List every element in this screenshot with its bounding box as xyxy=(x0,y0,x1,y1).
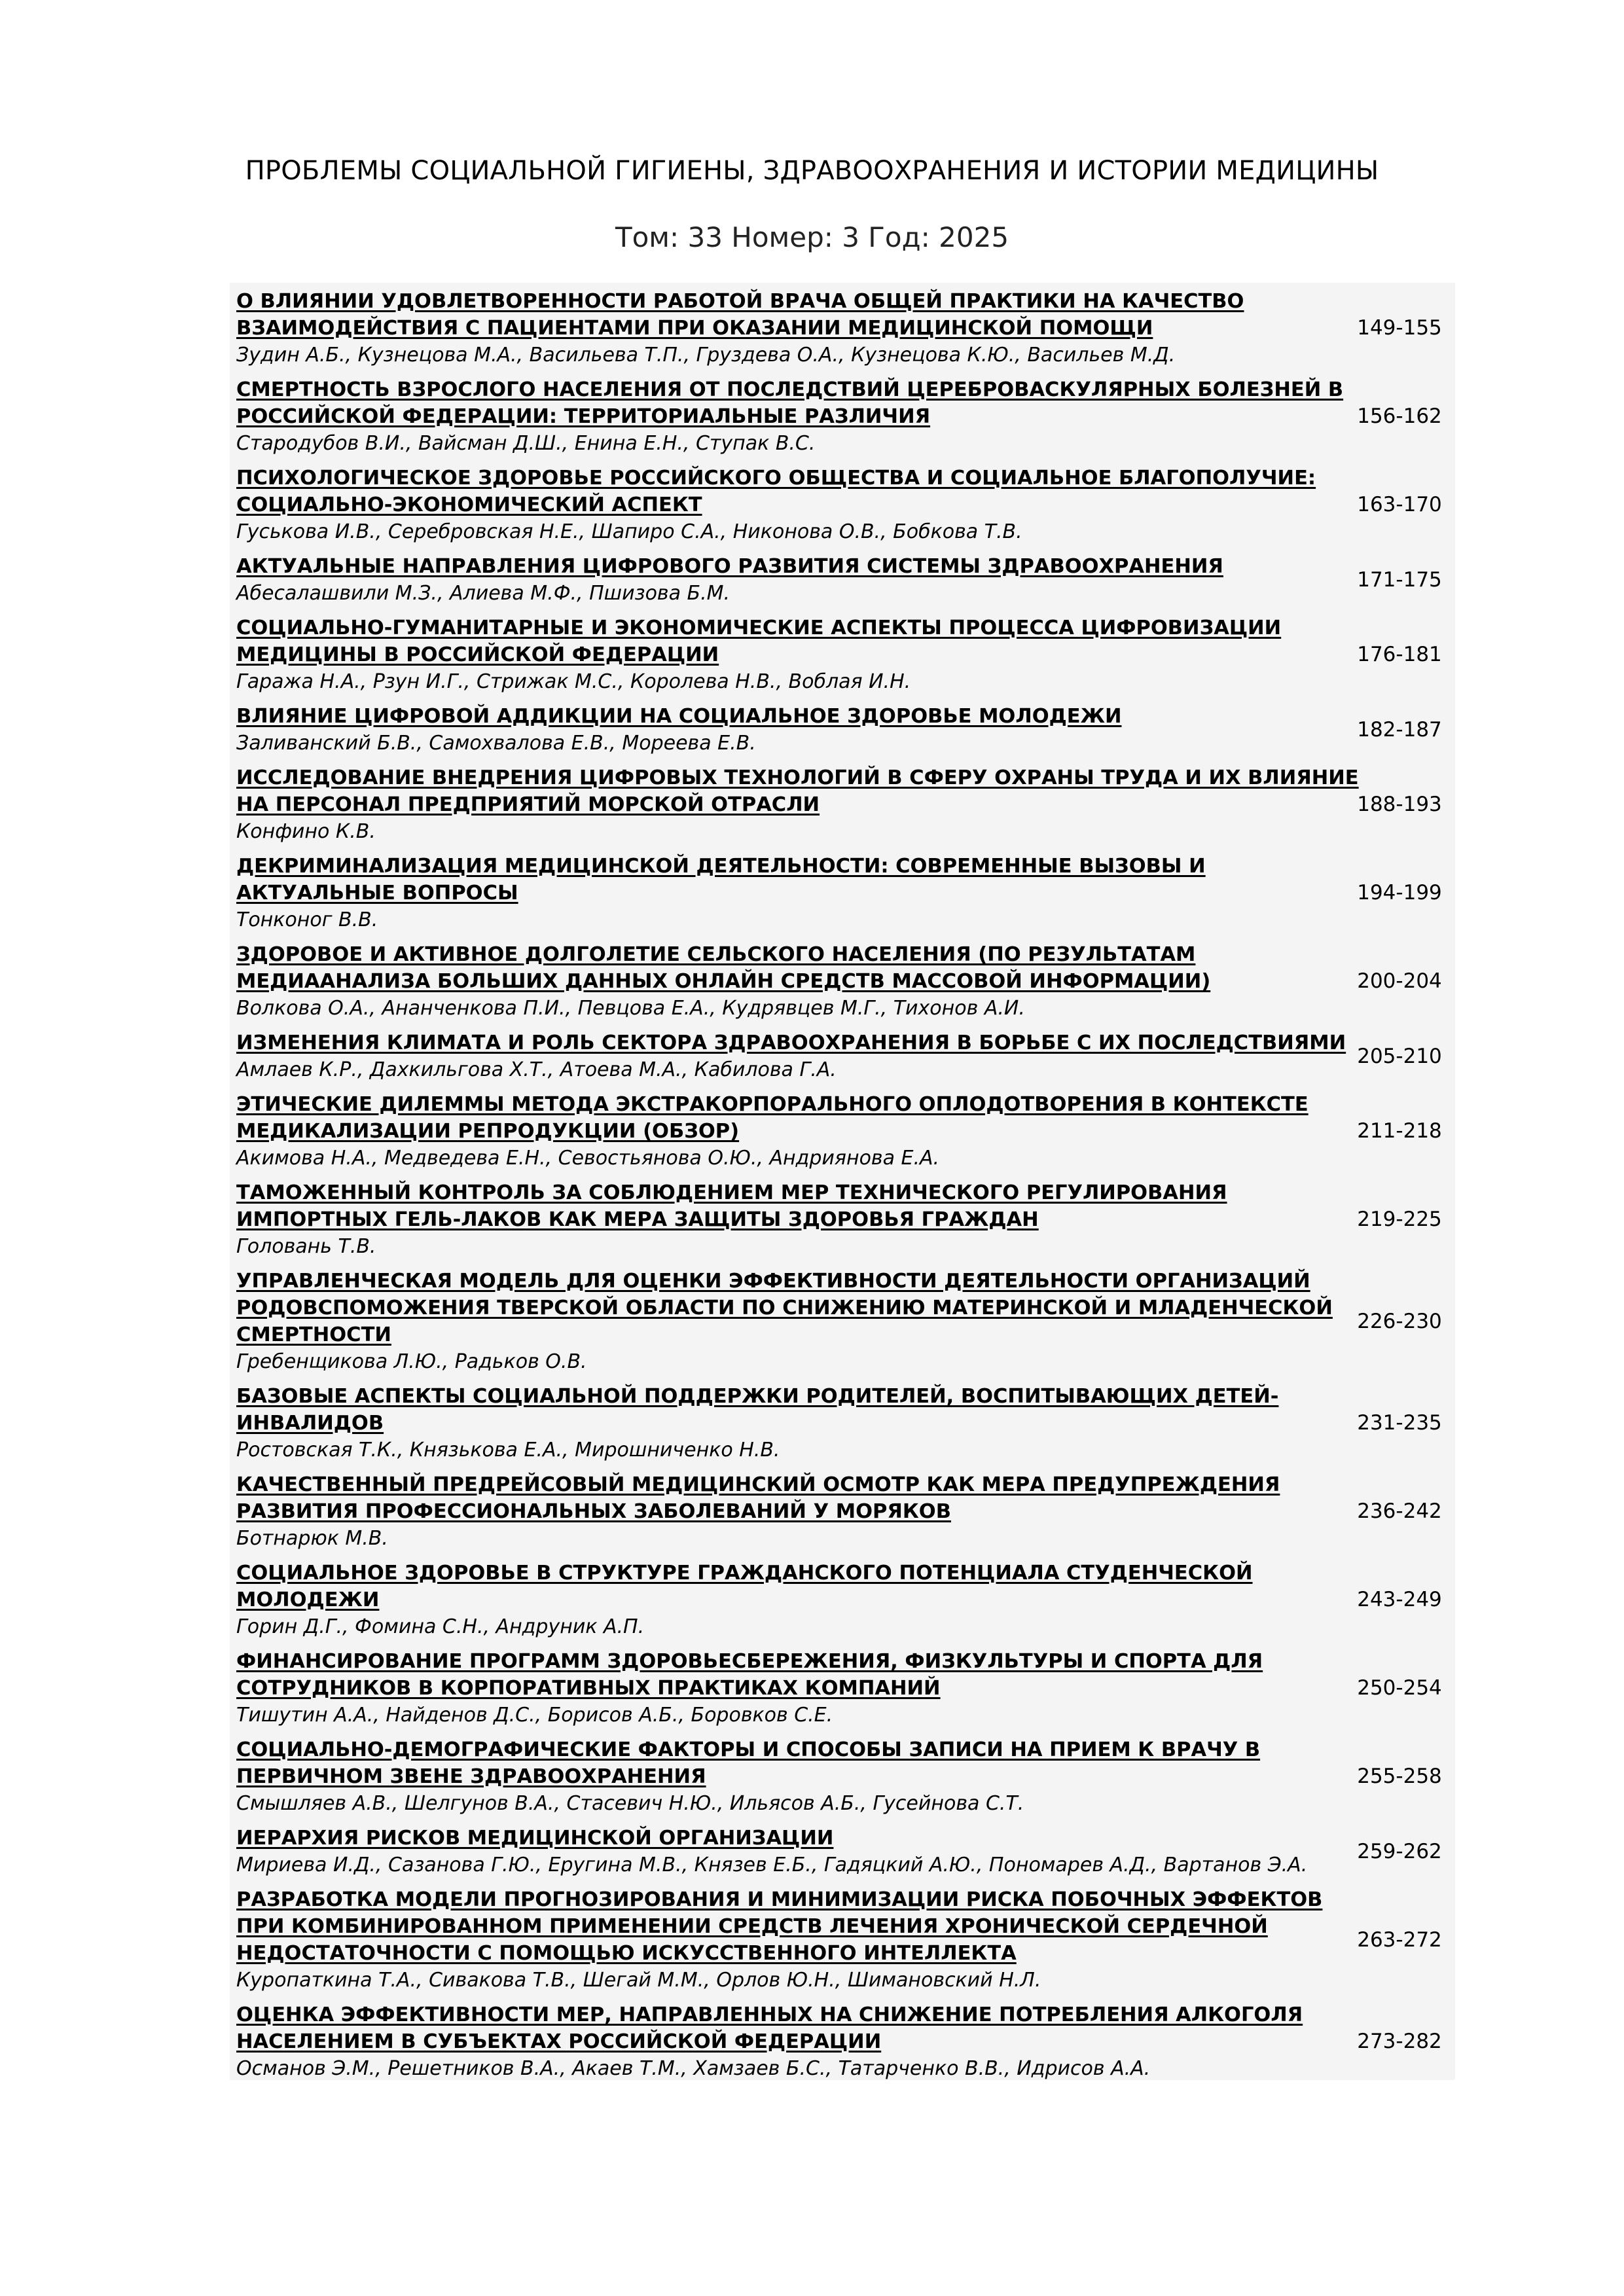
article-authors: Мириева И.Д., Сазанова Г.Ю., Еругина М.В., Князев Е.Б., Гадяцкий А.Ю., Пономарев А.Д., Вартанов Э.А. xyxy=(236,1854,1308,1876)
article-pages: 211-218 xyxy=(1357,1119,1442,1143)
toc-row xyxy=(230,1268,1455,1375)
toc-row xyxy=(230,1560,1455,1640)
article-title-link[interactable]: ВЗАИМОДЕЙСТВИЯ С ПАЦИЕНТАМИ ПРИ ОКАЗАНИИ МЕДИЦИНСКОЙ ПОМОЩИ xyxy=(236,317,1153,340)
article-title-link[interactable]: ПРИ КОМБИНИРОВАННОМ ПРИМЕНЕНИИ СРЕДСТВ ЛЕЧЕНИЯ ХРОНИЧЕСКОЙ СЕРДЕЧНОЙ xyxy=(236,1915,1268,1938)
article-title-link[interactable]: КАЧЕСТВЕННЫЙ ПРЕДРЕЙСОВЫЙ МЕДИЦИНСКИЙ ОСМОТР КАК МЕРА ПРЕДУПРЕЖДЕНИЯ xyxy=(236,1473,1280,1496)
article-entry xyxy=(236,764,1359,845)
article-entry xyxy=(236,941,1343,1022)
article-title-link[interactable]: ДЕКРИМИНАЛИЗАЦИЯ МЕДИЦИНСКОЙ ДЕЯТЕЛЬНОСТИ: СОВРЕМЕННЫЕ ВЫЗОВЫ И xyxy=(236,855,1206,878)
toc-row xyxy=(230,553,1455,607)
article-title-link[interactable]: УПРАВЛЕНЧЕСКАЯ МОДЕЛЬ ДЛЯ ОЦЕНКИ ЭФФЕКТИВНОСТИ ДЕЯТЕЛЬНОСТИ ОРГАНИЗАЦИЙ xyxy=(236,1270,1310,1293)
article-title-link[interactable]: ЗДОРОВОЕ И АКТИВНОЕ ДОЛГОЛЕТИЕ СЕЛЬСКОГО НАСЕЛЕНИЯ (ПО РЕЗУЛЬТАТАМ xyxy=(236,943,1196,966)
article-title-link[interactable]: О ВЛИЯНИИ УДОВЛЕТВОРЕННОСТИ РАБОТОЙ ВРАЧА ОБЩЕЙ ПРАКТИКИ НА КАЧЕСТВО xyxy=(236,290,1244,313)
article-authors: Ростовская Т.К., Князькова Е.А., Мирошниченко Н.В. xyxy=(236,1439,780,1462)
article-pages: 231-235 xyxy=(1357,1411,1442,1435)
toc-row xyxy=(230,1648,1455,1729)
article-entry xyxy=(236,288,1343,368)
article-title-link[interactable]: ИЕРАРХИЯ РИСКОВ МЕДИЦИНСКОЙ ОРГАНИЗАЦИИ xyxy=(236,1827,834,1850)
article-pages: 273-282 xyxy=(1357,2030,1442,2053)
article-entry xyxy=(236,553,1343,607)
article-pages: 250-254 xyxy=(1357,1676,1442,1700)
article-title-link[interactable]: БАЗОВЫЕ АСПЕКТЫ СОЦИАЛЬНОЙ ПОДДЕРЖКИ РОДИТЕЛЕЙ, ВОСПИТЫВАЮЩИХ ДЕТЕЙ- xyxy=(236,1385,1279,1408)
article-pages: 176-181 xyxy=(1357,643,1442,666)
article-entry xyxy=(236,1268,1343,1375)
article-title-link[interactable]: МЕДИКАЛИЗАЦИИ РЕПРОДУКЦИИ (ОБЗОР) xyxy=(236,1120,740,1143)
article-authors: Абесалашвили М.З., Алиева М.Ф., Пшизова Б.М. xyxy=(236,582,731,605)
article-title-link[interactable]: РАЗВИТИЯ ПРОФЕССИОНАЛЬНЫХ ЗАБОЛЕВАНИЙ У МОРЯКОВ xyxy=(236,1500,951,1523)
article-title-link[interactable]: СОЦИАЛЬНОЕ ЗДОРОВЬЕ В СТРУКТУРЕ ГРАЖДАНСКОГО ПОТЕНЦИАЛА СТУДЕНЧЕСКОЙ xyxy=(236,1562,1253,1585)
article-title-link[interactable]: РАЗРАБОТКА МОДЕЛИ ПРОГНОЗИРОВАНИЯ И МИНИМИЗАЦИИ РИСКА ПОБОЧНЫХ ЭФФЕКТОВ xyxy=(236,1888,1323,1911)
article-title-link[interactable]: НАСЕЛЕНИЕМ В СУБЪЕКТАХ РОССИЙСКОЙ ФЕДЕРАЦИИ xyxy=(236,2030,882,2053)
article-authors: Гаража Н.А., Рзун И.Г., Стрижак М.С., Королева Н.В., Воблая И.Н. xyxy=(236,670,911,693)
article-entry xyxy=(236,1471,1343,1552)
article-authors: Горин Д.Г., Фомина С.Н., Андруник А.П. xyxy=(236,1615,645,1638)
article-pages: 259-262 xyxy=(1357,1839,1442,1863)
article-title-link[interactable]: СОТРУДНИКОВ В КОРПОРАТИВНЫХ ПРАКТИКАХ КОМПАНИЙ xyxy=(236,1677,941,1700)
article-authors: Гуськова И.В., Серебровская Н.Е., Шапиро С.А., Никонова О.В., Бобкова Т.В. xyxy=(236,520,1022,543)
article-title-link[interactable]: СМЕРТНОСТЬ ВЗРОСЛОГО НАСЕЛЕНИЯ ОТ ПОСЛЕДСТВИЙ ЦЕРЕБРОВАСКУЛЯРНЫХ БОЛЕЗНЕЙ В xyxy=(236,378,1344,401)
article-entry xyxy=(236,1383,1343,1463)
toc-row xyxy=(230,2001,1455,2082)
article-authors: Зудин А.Б., Кузнецова М.А., Васильева Т.П., Груздева О.А., Кузнецова К.Ю., Васильев М.Д. xyxy=(236,344,1176,367)
article-title-link[interactable]: ТАМОЖЕННЫЙ КОНТРОЛЬ ЗА СОБЛЮДЕНИЕМ МЕР ТЕХНИЧЕСКОГО РЕГУЛИРОВАНИЯ xyxy=(236,1181,1227,1204)
article-authors: Акимова Н.А., Медведева Е.Н., Севостьянова О.Ю., Андриянова Е.А. xyxy=(236,1147,940,1170)
toc-row xyxy=(230,1471,1455,1552)
toc-row xyxy=(230,288,1455,368)
article-title-link[interactable]: ЭТИЧЕСКИЕ ДИЛЕММЫ МЕТОДА ЭКСТРАКОРПОРАЛЬНОГО ОПЛОДОТВОРЕНИЯ В КОНТЕКСТЕ xyxy=(236,1093,1308,1116)
article-entry xyxy=(236,376,1343,457)
article-entry xyxy=(236,615,1343,695)
toc-row xyxy=(230,1091,1455,1172)
article-entry xyxy=(236,1091,1343,1172)
article-title-link[interactable]: МЕДИААНАЛИЗА БОЛЬШИХ ДАННЫХ ОНЛАЙН СРЕДСТВ МАССОВОЙ ИНФОРМАЦИИ) xyxy=(236,970,1211,993)
article-title-link[interactable]: АКТУАЛЬНЫЕ ВОПРОСЫ xyxy=(236,882,518,905)
article-title-link[interactable]: СОЦИАЛЬНО-ГУМАНИТАРНЫЕ И ЭКОНОМИЧЕСКИЕ АСПЕКТЫ ПРОЦЕССА ЦИФРОВИЗАЦИИ xyxy=(236,617,1282,639)
article-pages: 243-249 xyxy=(1357,1588,1442,1611)
toc-row xyxy=(230,1179,1455,1260)
toc-row xyxy=(230,615,1455,695)
toc-row xyxy=(230,1030,1455,1083)
article-title-link[interactable]: ПЕРВИЧНОМ ЗВЕНЕ ЗДРАВООХРАНЕНИЯ xyxy=(236,1765,706,1788)
article-title-link[interactable]: ФИНАНСИРОВАНИЕ ПРОГРАММ ЗДОРОВЬЕСБЕРЕЖЕНИЯ, ФИЗКУЛЬТУРЫ И СПОРТА ДЛЯ xyxy=(236,1650,1263,1673)
article-entry xyxy=(236,465,1343,545)
article-title-link[interactable]: АКТУАЛЬНЫЕ НАПРАВЛЕНИЯ ЦИФРОВОГО РАЗВИТИЯ СИСТЕМЫ ЗДРАВООХРАНЕНИЯ xyxy=(236,555,1223,578)
toc-row xyxy=(230,1383,1455,1463)
article-authors: Заливанский Б.В., Самохвалова Е.В., Мореева Е.В. xyxy=(236,732,756,755)
article-pages: 255-258 xyxy=(1357,1765,1442,1788)
article-authors: Амлаев К.Р., Дахкильгова Х.Т., Атоева М.А., Кабилова Г.А. xyxy=(236,1058,837,1081)
issue-info: Том: 33 Номер: 3 Год: 2025 xyxy=(615,221,1009,253)
article-pages: 194-199 xyxy=(1357,881,1442,905)
article-authors: Гребенщикова Л.Ю., Радьков О.В. xyxy=(236,1350,587,1373)
article-authors: Ботнарюк М.В. xyxy=(236,1527,388,1550)
article-authors: Тонконог В.В. xyxy=(236,908,378,931)
article-entry xyxy=(236,1825,1343,1878)
article-pages: 205-210 xyxy=(1357,1044,1442,1068)
article-entry xyxy=(236,1030,1346,1083)
article-title-link[interactable]: СМЕРТНОСТИ xyxy=(236,1323,391,1346)
toc-row xyxy=(230,376,1455,457)
article-authors: Конфино К.В. xyxy=(236,820,376,843)
article-authors: Волкова О.А., Ананченкова П.И., Певцова Е.А., Кудрявцев М.Г., Тихонов А.И. xyxy=(236,997,1025,1020)
toc-row xyxy=(230,703,1455,757)
article-authors: Смышляев А.В., Шелгунов В.А., Стасевич Н.Ю., Ильясов А.Б., Гусейнова С.Т. xyxy=(236,1792,1024,1815)
toc-row xyxy=(230,1736,1455,1817)
article-entry xyxy=(236,2001,1343,2082)
article-pages: 171-175 xyxy=(1357,567,1442,592)
article-pages: 263-272 xyxy=(1357,1928,1442,1952)
article-title-link[interactable]: СОЦИАЛЬНО-ДЕМОГРАФИЧЕСКИЕ ФАКТОРЫ И СПОСОБЫ ЗАПИСИ НА ПРИЕМ К ВРАЧУ В xyxy=(236,1738,1261,1761)
article-pages: 149-155 xyxy=(1357,316,1442,340)
article-pages: 182-187 xyxy=(1357,717,1442,742)
article-title-link[interactable]: ИССЛЕДОВАНИЕ ВНЕДРЕНИЯ ЦИФРОВЫХ ТЕХНОЛОГИЙ В СФЕРУ ОХРАНЫ ТРУДА И ИХ ВЛИЯНИЕ xyxy=(236,766,1359,789)
article-pages: 156-162 xyxy=(1357,404,1442,428)
article-title-link[interactable]: СОЦИАЛЬНО-ЭКОНОМИЧЕСКИЙ АСПЕКТ xyxy=(236,493,702,516)
toc-row xyxy=(230,941,1455,1022)
article-title-link[interactable]: МОЛОДЕЖИ xyxy=(236,1588,380,1611)
article-title-link[interactable]: ИМПОРТНЫХ ГЕЛЬ-ЛАКОВ КАК МЕРА ЗАЩИТЫ ЗДОРОВЬЯ ГРАЖДАН xyxy=(236,1208,1039,1231)
article-entry xyxy=(236,1886,1343,1994)
page-title: ПРОБЛЕМЫ СОЦИАЛЬНОЙ ГИГИЕНЫ, ЗДРАВООХРАНЕНИЯ И ИСТОРИИ МЕДИЦИНЫ xyxy=(245,156,1379,186)
article-pages: 219-225 xyxy=(1357,1208,1442,1231)
article-pages: 226-230 xyxy=(1357,1309,1442,1333)
article-entry xyxy=(236,1648,1343,1729)
article-title-link[interactable]: НА ПЕРСОНАЛ ПРЕДПРИЯТИЙ МОРСКОЙ ОТРАСЛИ xyxy=(236,793,820,816)
article-title-link[interactable]: РОССИЙСКОЙ ФЕДЕРАЦИИ: ТЕРРИТОРИАЛЬНЫЕ РАЗЛИЧИЯ xyxy=(236,405,931,428)
table-of-contents xyxy=(230,283,1455,2080)
article-pages: 236-242 xyxy=(1357,1499,1442,1523)
article-authors: Османов Э.М., Решетников В.А., Акаев Т.М., Хамзаев Б.С., Татарченко В.В., Идрисов А.А. xyxy=(236,2057,1151,2080)
article-title-link[interactable]: НЕДОСТАТОЧНОСТИ С ПОМОЩЬЮ ИСКУССТВЕННОГО ИНТЕЛЛЕКТА xyxy=(236,1942,1017,1965)
article-pages: 188-193 xyxy=(1357,793,1442,816)
toc-row xyxy=(230,1825,1455,1878)
article-authors: Головань Т.В. xyxy=(236,1235,376,1258)
article-authors: Стародубов В.И., Вайсман Д.Ш., Енина Е.Н., Ступак В.С. xyxy=(236,432,816,455)
article-title-link[interactable]: МЕДИЦИНЫ В РОССИЙСКОЙ ФЕДЕРАЦИИ xyxy=(236,643,719,666)
article-title-link[interactable]: ОЦЕНКА ЭФФЕКТИВНОСТИ МЕР, НАПРАВЛЕННЫХ НА СНИЖЕНИЕ ПОТРЕБЛЕНИЯ АЛКОГОЛЯ xyxy=(236,2003,1303,2026)
toc-row xyxy=(230,465,1455,545)
article-entry xyxy=(236,1179,1343,1260)
article-title-link[interactable]: РОДОВСПОМОЖЕНИЯ ТВЕРСКОЙ ОБЛАСТИ ПО СНИЖЕНИЮ МАТЕРИНСКОЙ И МЛАДЕНЧЕСКОЙ xyxy=(236,1297,1333,1319)
toc-row xyxy=(230,764,1455,845)
article-title-link[interactable]: ИЗМЕНЕНИЯ КЛИМАТА И РОЛЬ СЕКТОРА ЗДРАВООХРАНЕНИЯ В БОРЬБЕ С ИХ ПОСЛЕДСТВИЯМИ xyxy=(236,1031,1346,1054)
article-pages: 163-170 xyxy=(1357,493,1442,516)
article-entry xyxy=(236,703,1343,757)
article-title-link[interactable]: ИНВАЛИДОВ xyxy=(236,1412,384,1435)
article-authors: Тишутин А.А., Найденов Д.С., Борисов А.Б., Боровков С.Е. xyxy=(236,1704,833,1727)
toc-row xyxy=(230,853,1455,933)
article-pages: 200-204 xyxy=(1357,969,1442,993)
article-title-link[interactable]: ПСИХОЛОГИЧЕСКОЕ ЗДОРОВЬЕ РОССИЙСКОГО ОБЩЕСТВА И СОЦИАЛЬНОЕ БЛАГОПОЛУЧИЕ: xyxy=(236,467,1316,490)
article-entry xyxy=(236,1736,1343,1817)
toc-row xyxy=(230,1886,1455,1994)
article-title-link[interactable]: ВЛИЯНИЕ ЦИФРОВОЙ АДДИКЦИИ НА СОЦИАЛЬНОЕ ЗДОРОВЬЕ МОЛОДЕЖИ xyxy=(236,705,1122,728)
article-authors: Куропаткина Т.А., Сивакова Т.В., Шегай М.М., Орлов Ю.Н., Шимановский Н.Л. xyxy=(236,1969,1041,1992)
article-entry xyxy=(236,853,1343,933)
article-entry xyxy=(236,1560,1343,1640)
